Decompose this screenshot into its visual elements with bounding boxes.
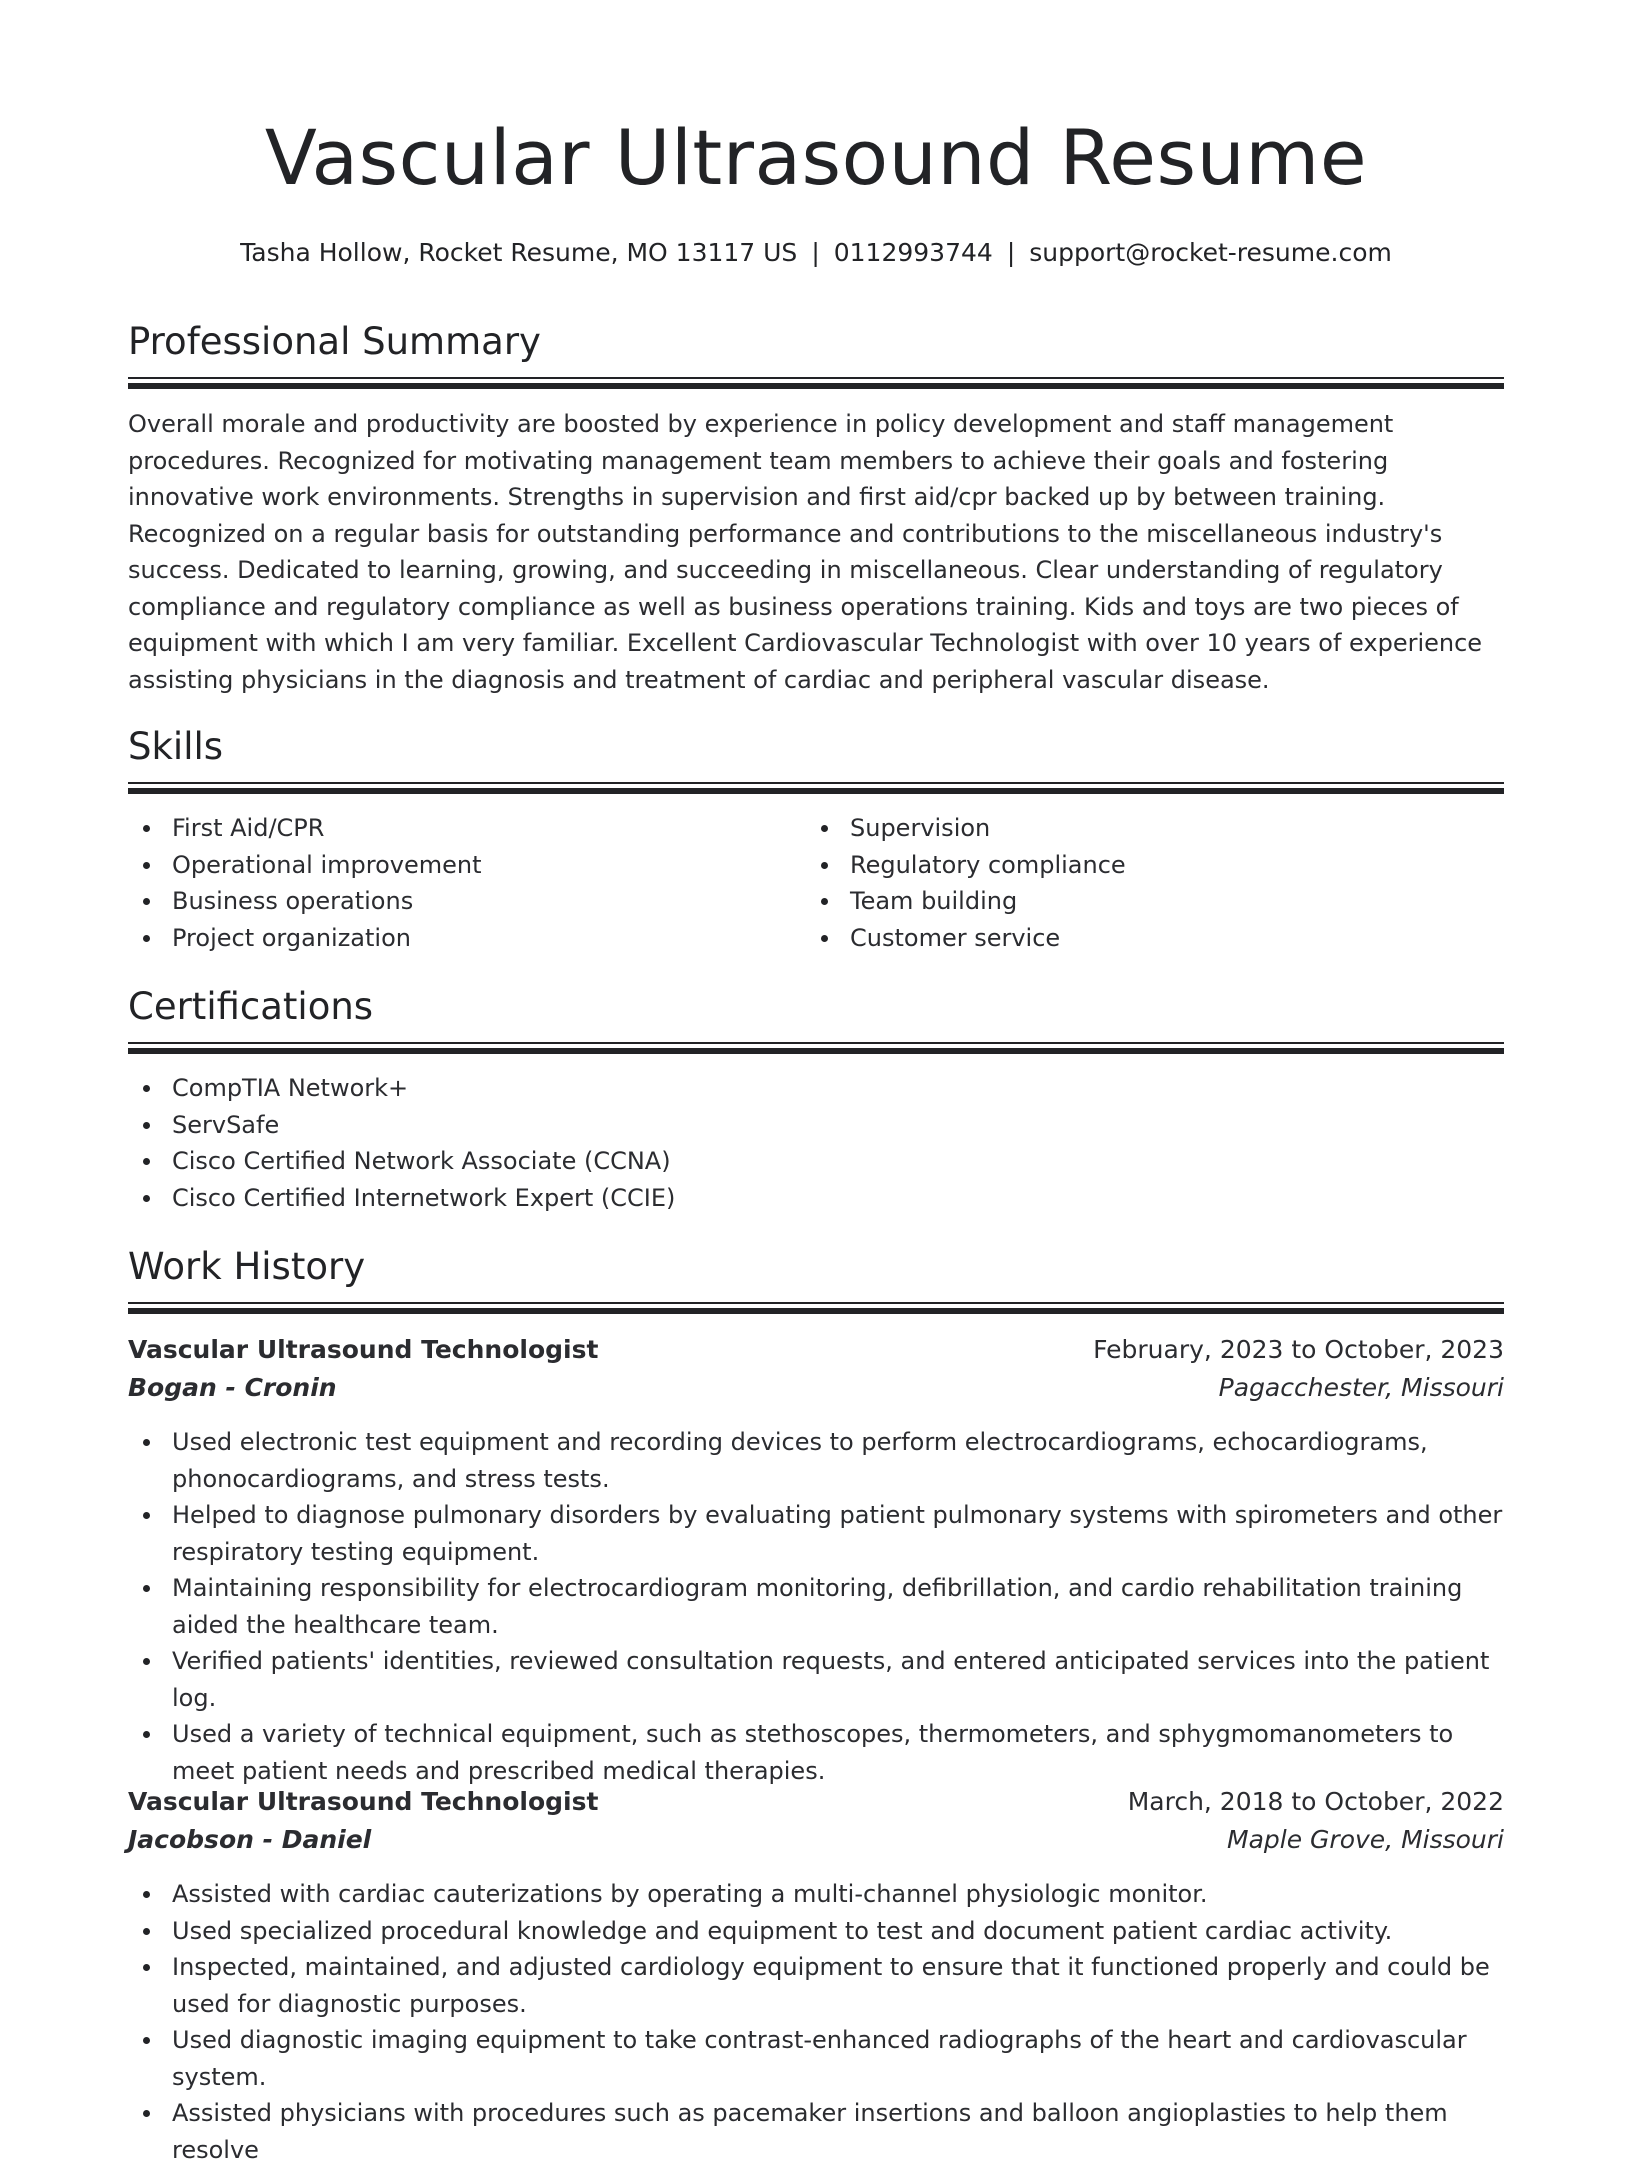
summary-text: Overall morale and productivity are boosted by experience in policy development and staff management procedures. Recognized for motivating management team members to achieve their goals and fostering innovative work environments. Strengths in supervision and first aid/cpr backed up by between training. Recognized on a regular basis for outstanding performance and contributions to the miscellaneous industry's success. Dedicated to learning, growing, and succeeding in miscellaneous. Clear understanding of regulatory compliance and regulatory compliance as well as business operations training. Kids and toys are two pieces of equipment with which I am very familiar. Excellent Cardiovascular Technologist with over 10 years of experience assisting physicians in the diagnosis and treatment of cardiac and peripheral vascular disease. bbox=[128, 410, 1483, 694]
job-duty: Used electronic test equipment and recording devices to perform electrocardiograms, echocardiograms, phonocardiograms, and stress tests. bbox=[128, 1424, 1504, 1497]
skill-item: Project organization bbox=[128, 920, 788, 957]
skill-item: Customer service bbox=[806, 920, 1504, 957]
job-duties-list bbox=[128, 1876, 1504, 2168]
certification-item: Cisco Certified Network Associate (CCNA) bbox=[128, 1143, 1504, 1180]
certifications-rule bbox=[128, 1042, 1504, 1055]
contact-address: Tasha Hollow, Rocket Resume, MO 13117 US bbox=[240, 238, 798, 267]
work-history-rule bbox=[128, 1302, 1504, 1315]
contact-phone: 0112993744 bbox=[833, 238, 993, 267]
job-duty: Verified patients' identities, reviewed consultation requests, and entered anticipated services into the patient log. bbox=[128, 1643, 1504, 1716]
job-header-row bbox=[128, 1783, 1504, 1821]
contact-separator: | bbox=[1006, 238, 1016, 267]
job-location: Pagacchester, Missouri bbox=[1218, 1373, 1504, 1402]
certifications-heading: Certifications bbox=[128, 985, 374, 1028]
job-duty: Helped to diagnose pulmonary disorders by evaluating patient pulmonary systems with spirometers and other respiratory testing equipment. bbox=[128, 1497, 1504, 1570]
job-duty: Assisted with cardiac cauterizations by operating a multi-channel physiologic monitor. bbox=[128, 1876, 1504, 1913]
skill-item: Team building bbox=[806, 883, 1504, 920]
skill-item: Supervision bbox=[806, 810, 1504, 847]
certifications-list bbox=[128, 1070, 1504, 1216]
job-dates: February, 2023 to October, 2023 bbox=[1093, 1335, 1504, 1364]
skills-list-left bbox=[128, 810, 788, 956]
job-location: Maple Grove, Missouri bbox=[1227, 1825, 1504, 1854]
contact-separator: | bbox=[811, 238, 820, 267]
job-title: Vascular Ultrasound Technologist bbox=[128, 1335, 599, 1364]
job-duty: Inspected, maintained, and adjusted cardiology equipment to ensure that it functioned properly and could be used for diagnostic purposes. bbox=[128, 1949, 1504, 2022]
job-company-row bbox=[128, 1821, 1504, 1859]
job-title: Vascular Ultrasound Technologist bbox=[128, 1787, 599, 1816]
job-header-row bbox=[128, 1331, 1504, 1369]
work-history-heading: Work History bbox=[128, 1245, 366, 1288]
skills-heading: Skills bbox=[128, 725, 224, 768]
job-company: Bogan - Cronin bbox=[128, 1373, 337, 1402]
certification-item: ServSafe bbox=[128, 1107, 1504, 1144]
job-company-row bbox=[128, 1369, 1504, 1407]
skill-item: Operational improvement bbox=[128, 847, 788, 884]
resume-title: Vascular Ultrasound Resume bbox=[264, 113, 1368, 202]
certification-item: CompTIA Network+ bbox=[128, 1070, 1504, 1107]
contact-line bbox=[128, 238, 1504, 268]
certification-item: Cisco Certified Internetwork Expert (CCIE) bbox=[128, 1180, 1504, 1217]
contact-email: support@rocket-resume.com bbox=[1029, 238, 1392, 267]
skill-item: First Aid/CPR bbox=[128, 810, 788, 847]
skill-item: Business operations bbox=[128, 883, 788, 920]
summary-heading: Professional Summary bbox=[128, 320, 541, 363]
job-duty: Used a variety of technical equipment, such as stethoscopes, thermometers, and sphygmomanometers to meet patient needs and prescribed medical therapies. bbox=[128, 1716, 1504, 1789]
skills-rule bbox=[128, 782, 1504, 795]
job-duty: Used diagnostic imaging equipment to take contrast-enhanced radiographs of the heart and cardiovascular system. bbox=[128, 2022, 1504, 2095]
summary-rule bbox=[128, 377, 1504, 390]
job-company: Jacobson - Daniel bbox=[128, 1825, 372, 1854]
job-duty: Assisted physicians with procedures such as pacemaker insertions and balloon angioplasties to help them resolve bbox=[128, 2095, 1504, 2168]
skills-list-right bbox=[806, 810, 1504, 956]
job-duties-list bbox=[128, 1424, 1504, 1789]
job-duty: Maintaining responsibility for electrocardiogram monitoring, defibrillation, and cardio rehabilitation training aided the healthcare team. bbox=[128, 1570, 1504, 1643]
skill-item: Regulatory compliance bbox=[806, 847, 1504, 884]
job-duty: Used specialized procedural knowledge and equipment to test and document patient cardiac activity. bbox=[128, 1913, 1504, 1950]
job-dates: March, 2018 to October, 2022 bbox=[1127, 1787, 1504, 1816]
